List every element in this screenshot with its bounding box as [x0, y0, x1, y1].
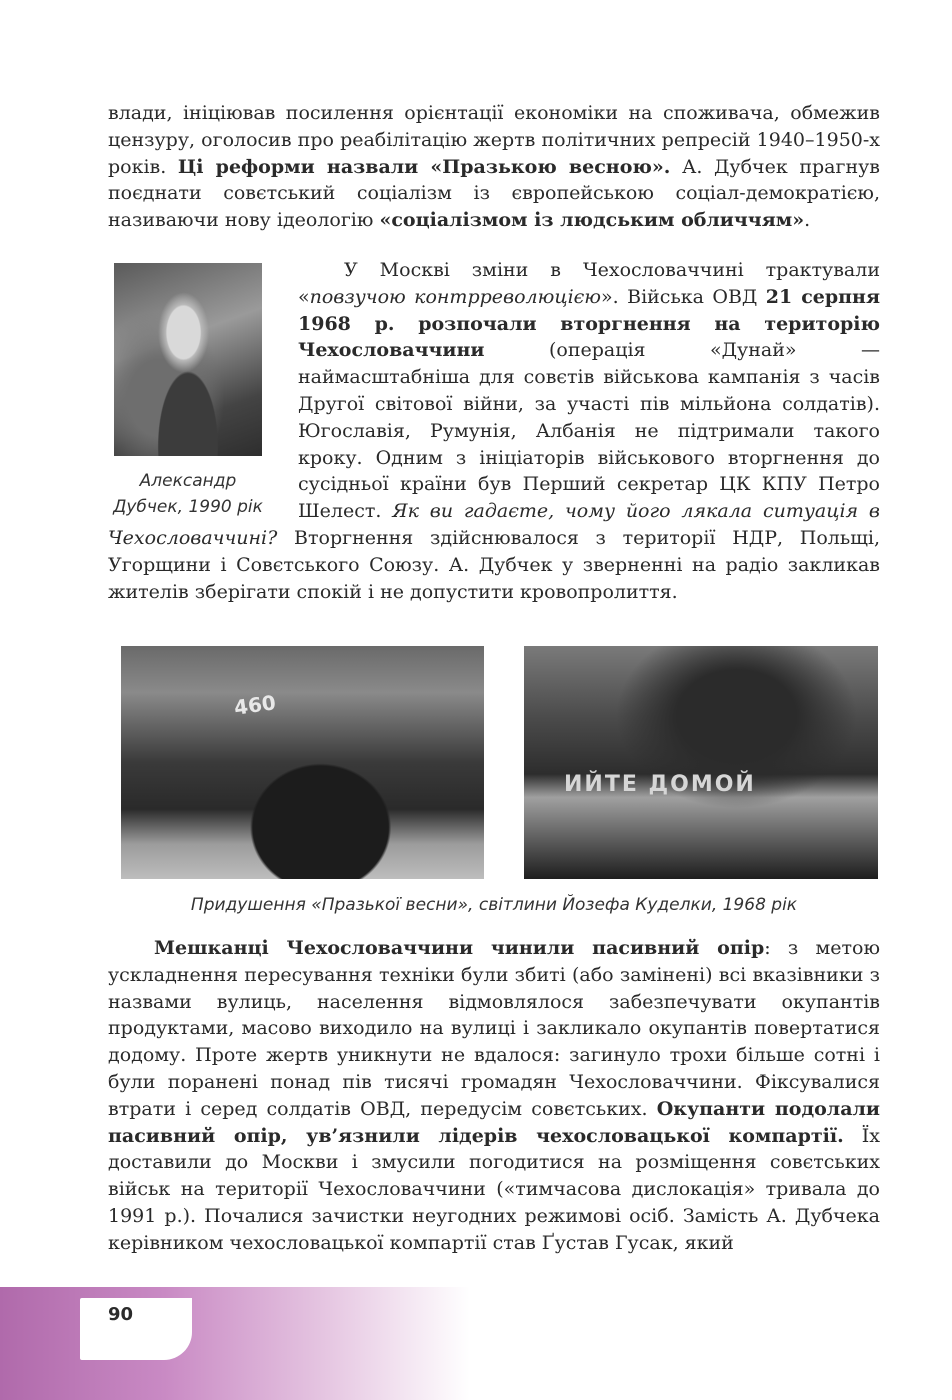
portrait-float-spacer [108, 257, 298, 499]
tank-number-label: 460 [232, 690, 278, 720]
bold-prague-spring: Ці реформи назвали «Празькою весною». [177, 155, 671, 178]
paragraph-reforms: влади, ініціював посилення орієнтації економіки на споживача, обмежив цензуру, оголосив про реабілітацію жертв політичних репресій 1940–1950-х років. Ці реформи назвали «Празькою весною». А. Дубчек прагнув поєднати совєтський соціалізм із європейською соціал-демократією, називаючи нову ідеологію «соціалізмом із людським обличчям». [108, 102, 880, 232]
footer-gradient-band [0, 1287, 470, 1400]
bold-passive-resistance: Мешканці Чехословаччини чинили пасивний опір [154, 937, 765, 959]
photos-caption: Придушення «Празької весни», світлини Йозефа Куделки, 1968 рік [190, 895, 798, 915]
page-number: 90 [108, 1304, 134, 1325]
italic-question: Як ви гадаєте, чому його лякала ситуація в Чехословаччині? [108, 500, 880, 549]
bold-human-face-socialism: «соціалізмом із людським обличчям» [379, 209, 805, 232]
italic-creeping-counterrevolution: повзучою контрреволюцією [309, 285, 602, 308]
paragraph-passive-resistance: Мешканці Чехословаччини чинили пасивний опір: з метою ускладнення пересування техніки були збиті (або замінені) всі вказівники з назвами вулиць, населення відмовлялося забезпечувати окупантів продуктами, масово виходило на вулиці і закликало окупантів повертатися додому. Проте жертв уникнути не вдалося: загинуло трохи більше сотні і були поранені понад пів тисячі громадян Чехословаччини. Фіксувалися втрати і серед солдатів ОВД, передусім совєтських. Окупанти подолали пасивний опір, ув’язнили лідерів чехословацької компартії. Їх доставили до Москви і змусили погодитися на розміщення совєтських військ на території Чехословаччини («тимчасова дислокація» тривала до 1991 р.). Почалися зачистки неугодних режимові осіб. Замість А. Дубчека керівником чехословацької компартії став Ґустав Гусак, який [108, 937, 880, 1254]
paragraph-invasion: У Москві зміни в Чехословаччині трактували «повзучою контрреволюцією». Війська ОВД 21 серпня 1968 р. розпочали вторгнення на територію Чехословаччини (операція «Дунай» — наймасштабніша для совєтів військова кампанія з часів Другої світової війни, за участі пів мільйона солдатів). Югославія, Румунія, Албанія не підтримали такого кроку. Одним з ініціаторів військового вторгнення до сусідньої країни був Перший секретар ЦК КПУ Петро Шелест. Як ви гадаєте, чому його лякала ситуація в Чехословаччині? Вторгнення здійснювалося з території НДР, Польщі, Угорщини і Совєтського Союзу. А. Дубчек у зверненні на радіо закликав жителів зберігати спокій і не допустити кровопролиття. [108, 259, 880, 603]
page-number-tab [80, 1298, 192, 1360]
bold-occupants-imprisoned: Окупанти подолали пасивний опір, ув’язнили лідерів чехословацької компартії. [108, 1097, 880, 1147]
bold-invasion-date: 21 серпня 1968 р. розпочали вторгнення на територію Чехословаччини [298, 285, 880, 362]
photo-tank-prague [121, 646, 484, 879]
bus-graffiti-text: ИЙТЕ ДОМОЙ [564, 772, 756, 797]
photo-bus-crowd [524, 646, 878, 879]
portrait-caption: Александр Дубчек, 1990 рік [113, 471, 263, 517]
